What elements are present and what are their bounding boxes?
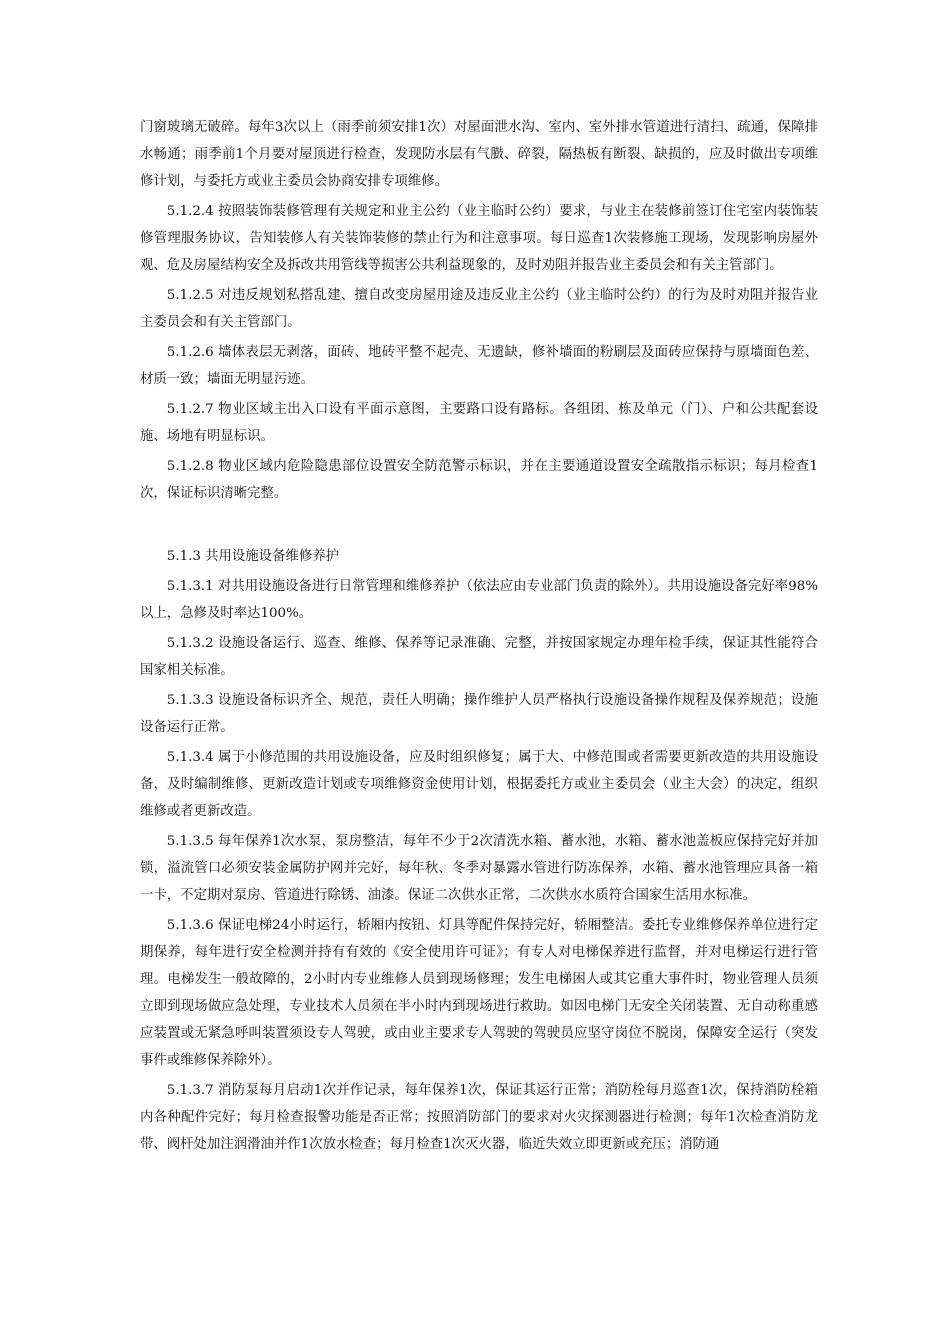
- paragraph: 5.1.3.3 设施设备标识齐全、规范，责任人明确；操作维护人员严格执行设施设备操作规程及保养规范；设施设备运行正常。: [140, 693, 818, 735]
- paragraph: 5.1.2.7 物业区域主出入口设有平面示意图，主要路口设有路标。各组团、栋及单元（门）、户和公共配套设施、场地有明显标识。: [140, 402, 818, 444]
- paragraph: 5.1.2.6 墙体表层无剥落，面砖、地砖平整不起壳、无遗缺，修补墙面的粉刷层及面砖应保持与原墙面色差、材质一致；墙面无明显污迹。: [140, 345, 818, 387]
- paragraph: 5.1.2.4 按照装饰装修管理有关规定和业主公约（业主临时公约）要求，与业主在装修前签订住宅室内装饰装修管理服务协议，告知装修人有关装饰装修的禁止行为和注意事项。每日巡查1次装修施工现场，发现影响房屋外观、危及房屋结构安全及拆改共用管线等损害公共利益现象的，及时劝阻并报告业主委员会和有关主管部门。: [140, 204, 818, 273]
- paragraph: 5.1.2.8 物业区域内危险隐患部位设置安全防范警示标识，并在主要通道设置安全疏散指示标识；每月检查1次，保证标识清晰完整。: [140, 459, 818, 501]
- document-body: [140, 114, 818, 1161]
- paragraph: 5.1.3.1 对共用设施设备进行日常管理和维修养护（依法应由专业部门负责的除外）。共用设施设备完好率98%以上，急修及时率达100%。: [140, 579, 818, 621]
- paragraph: 5.1.3.6 保证电梯24小时运行，轿厢内按钮、灯具等配件保持完好，轿厢整洁。委托专业维修保养单位进行定期保养，每年进行安全检测并持有有效的《安全使用许可证》；有专人对电梯保养进行监督，并对电梯运行进行管理。电梯发生一般故障的，2小时内专业维修人员到现场修理；发生电梯困人或其它重大事件时，物业管理人员须立即到现场做应急处理，专业技术人员须在半小时内到现场进行救助。如因电梯门无安全关闭装置、无自动称重感应装置或无紧急呼叫装置须设专人驾驶，或由业主要求专人驾驶的驾驶员应坚守岗位不脱岗，保障安全运行（突发事件或维修保养除外）。: [140, 918, 818, 1068]
- paragraph: 5.1.3.4 属于小修范围的共用设施设备，应及时组织修复；属于大、中修范围或者需要更新改造的共用设施设备，及时编制维修、更新改造计划或专项维修资金使用计划，根据委托方或业主委员会（业主大会）的决定，组织维修或者更新改造。: [140, 750, 818, 819]
- paragraph: 5.1.3.2 设施设备运行、巡查、维修、保养等记录准确、完整，并按国家规定办理年检手续，保证其性能符合国家相关标准。: [140, 636, 818, 678]
- paragraph: 门窗玻璃无破碎。每年3次以上（雨季前须安排1次）对屋面泄水沟、室内、室外排水管道进行清扫、疏通，保障排水畅通；雨季前1个月要对屋顶进行检查，发现防水层有气臌、碎裂，隔热板有断裂、缺损的，应及时做出专项维修计划，与委托方或业主委员会协商安排专项维修。: [140, 120, 818, 189]
- paragraph-spacer: [140, 510, 818, 543]
- paragraph: 5.1.2.5 对违反规划私搭乱建、擅自改变房屋用途及违反业主公约（业主临时公约）的行为及时劝阻并报告业主委员会和有关主管部门。: [140, 288, 818, 330]
- section-heading: 5.1.3 共用设施设备维修养护: [166, 549, 340, 564]
- paragraph: 5.1.3.7 消防泵每月启动1次并作记录，每年保养1次，保证其运行正常；消防栓每月巡查1次，保持消防栓箱内各种配件完好；每月检查报警功能是否正常；按照消防部门的要求对火灾探测器进行检测；每年1次检查消防龙带、阀杆处加注润滑油并作1次放水检查；每月检查1次灭火器，临近失效立即更新或充压；消防通: [140, 1083, 818, 1152]
- paragraph: 5.1.3.5 每年保养1次水泵，泵房整洁，每年不少于2次清洗水箱、蓄水池，水箱、蓄水池盖板应保持完好并加锁，溢流管口必须安装金属防护网并完好，每年秋、冬季对暴露水管进行防冻保养，水箱、蓄水池管理应具备一箱一卡，不定期对泵房、管道进行除锈、油漆。保证二次供水正常，二次供水水质符合国家生活用水标准。: [140, 834, 818, 903]
